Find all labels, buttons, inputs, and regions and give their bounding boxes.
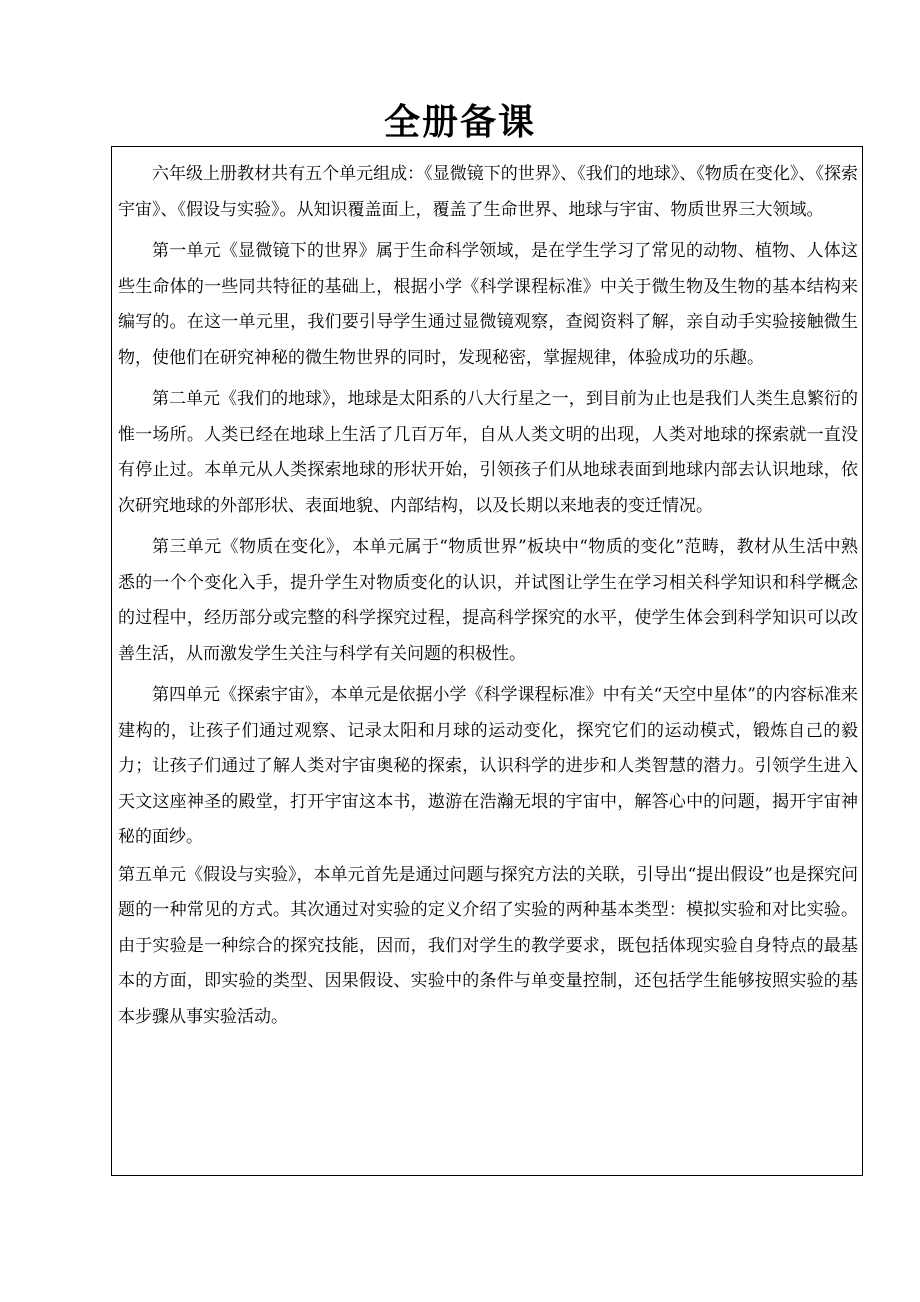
paragraph-overview: 六年级上册教材共有五个单元组成：《显微镜下的世界》、《我们的地球》、《物质在变化》、《探索宇宙》、《假设与实验》。从知识覆盖面上，覆盖了生命世界、地球与宇宙、物质世界三大领域。 [118,164,858,220]
paragraph-unit-2: 第二单元《我们的地球》，地球是太阳系的八大行星之一，到目前为止也是我们人类生息繁衍的惟一场所。人类已经在地球上生活了几百万年，自从人类文明的出现，人类对地球的探索就一直没有停止过。本单元从人类探索地球的形状开始，引领孩子们从地球表面到地球内部去认识地球，依次研究地球的外部形状、表面地貌、内部结构，以及长期以来地表的变迁情况。 [118,389,858,516]
content-box [111,146,863,1176]
paragraph-unit-1: 第一单元《显微镜下的世界》属于生命科学领域，是在学生学习了常见的动物、植物、人体这些生命体的一些同共特征的基础上，根据小学《科学课程标准》中关于微生物及生物的基本结构来编写的。在这一单元里，我们要引导学生通过显微镜观察，查阅资料了解，亲自动手实验接触微生物，使他们在研究神秘的微生物世界的同时，发现秘密，掌握规律，体验成功的乐趣。 [118,241,858,368]
paragraph-unit-4: 第四单元《探索宇宙》，本单元是依据小学《科学课程标准》中有关“天空中星体”的内容标准来建构的，让孩子们通过观察、记录太阳和月球的运动变化，探究它们的运动模式，锻炼自己的毅力；让孩子们通过了解人类对宇宙奥秘的探索，认识科学的进步和人类智慧的潜力。引领学生进入天文这座神圣的殿堂，打开宇宙这本书，遨游在浩瀚无垠的宇宙中，解答心中的问题，揭开宇宙神秘的面纱。 [118,685,858,847]
page-title: 全册备课 [383,102,536,143]
paragraph-unit-3: 第三单元《物质在变化》，本单元属于“物质世界”板块中“物质的变化”范畴，教材从生活中熟悉的一个个变化入手，提升学生对物质变化的认识，并试图让学生在学习相关科学知识和科学概念的过程中，经历部分或完整的科学探究过程，提高科学探究的水平，使学生体会到科学知识可以改善生活，从而激发学生关注与科学有关问题的积极性。 [118,537,858,664]
paragraph-unit-5: 第五单元《假设与实验》，本单元首先是通过问题与探究方法的关联，引导出“提出假设”也是探究问题的一种常见的方式。其次通过对实验的定义介绍了实验的两种基本类型：模拟实验和对比实验。由于实验是一种综合的探究技能，因而，我们对学生的教学要求，既包括体现实验自身特点的最基本的方面，即实验的类型、因果假设、实验中的条件与单变量控制，还包括学生能够按照实验的基本步骤从事实验活动。 [118,864,858,1027]
